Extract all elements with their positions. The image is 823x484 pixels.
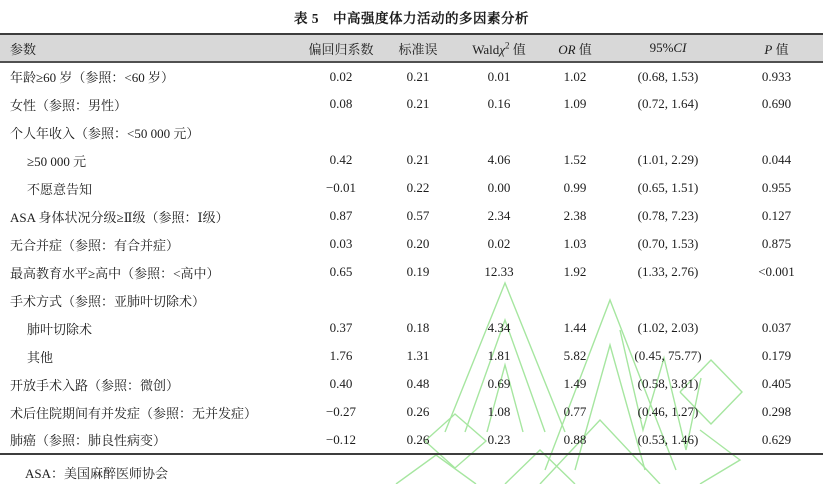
cell-or-value: [544, 286, 606, 314]
cell-coefficient: [300, 118, 382, 146]
cell-standard-error: 0.21: [406, 68, 430, 84]
cell-wald-chi2: [454, 118, 544, 146]
cell-coefficient: 0.08: [329, 96, 353, 111]
cell-ci: [606, 118, 730, 146]
cell-p-value: 0.955: [761, 180, 792, 195]
header-coefficient: 偏回归系数: [300, 34, 382, 62]
cell-or-value: 0.77: [563, 404, 587, 419]
row-parameter-label: 年龄≥60 岁（参照：<60 岁）: [10, 70, 174, 85]
cell-ci: (1.33, 2.76): [637, 264, 699, 279]
table-row: [0, 146, 823, 174]
table-title: 表 5 中高强度体力活动的多因素分析: [293, 11, 530, 26]
cell-wald-chi2: 2.34: [487, 208, 511, 223]
cell-standard-error: 0.18: [406, 320, 430, 335]
cell-coefficient: −0.01: [325, 180, 357, 195]
cell-ci: (0.78, 7.23): [637, 208, 699, 223]
cell-p-value: 0.298: [761, 404, 792, 419]
cell-wald-chi2: 0.02: [487, 236, 511, 251]
cell-standard-error: [382, 118, 454, 146]
cell-p-value: 0.690: [761, 96, 792, 111]
cell-ci: (1.01, 2.29): [637, 152, 699, 167]
row-parameter-label: 术后住院期间有并发症（参照：无并发症）: [10, 405, 258, 421]
cell-wald-chi2: 1.81: [487, 348, 511, 363]
row-parameter-label: 个人年收入（参照：<50 000 元）: [10, 125, 200, 141]
cell-standard-error: 0.22: [406, 180, 430, 195]
cell-ci: (1.02, 2.03): [637, 320, 699, 335]
cell-or-value: 1.52: [563, 152, 587, 167]
table-row: [0, 174, 823, 202]
table-header: [0, 34, 823, 62]
table-row: [0, 342, 823, 370]
cell-ci: (0.53, 1.46): [637, 431, 699, 447]
table-footnote: ASA：美国麻醉医师协会: [25, 466, 169, 481]
cell-standard-error: 1.31: [406, 348, 430, 363]
table-row: [0, 90, 823, 118]
table-row: [0, 258, 823, 286]
cell-p-value: 0.127: [761, 208, 792, 223]
cell-p-value: [730, 286, 823, 314]
cell-ci: (0.46, 1.27): [637, 404, 699, 419]
cell-p-value: 0.037: [761, 320, 792, 335]
cell-standard-error: 0.21: [406, 96, 430, 111]
cell-coefficient: 1.76: [329, 348, 353, 363]
header-wald-chi2: Waldχ$^2$ 值: [454, 34, 544, 62]
cell-standard-error: 0.20: [406, 236, 430, 251]
row-parameter-label: 开放手术入路（参照：微创）: [10, 377, 180, 393]
cell-ci: [606, 286, 730, 314]
cell-coefficient: −0.27: [325, 404, 357, 419]
row-parameter-label: 女性（参照：男性）: [10, 97, 128, 113]
cell-wald-chi2: 12.33: [484, 264, 514, 279]
cell-standard-error: [382, 286, 454, 314]
row-parameter-label: 无合并症（参照：有合并症）: [10, 237, 180, 253]
cell-ci: (0.45, 75.77): [634, 348, 702, 363]
cell-coefficient: 0.37: [329, 320, 353, 335]
cell-coefficient: 0.03: [329, 236, 353, 251]
cell-ci: (0.68, 1.53): [637, 68, 699, 84]
cell-or-value: 5.82: [563, 348, 587, 363]
cell-standard-error: 0.26: [406, 431, 430, 447]
cell-ci: (0.65, 1.51): [637, 180, 699, 195]
cell-wald-chi2: 1.08: [487, 404, 511, 419]
row-parameter-label: 肺叶切除术: [27, 321, 93, 337]
header-standard-error: 标准误: [382, 34, 454, 62]
table-row: [0, 370, 823, 398]
cell-wald-chi2: 0.23: [487, 431, 511, 447]
table-row: [0, 118, 823, 146]
cell-coefficient: 0.65: [329, 264, 353, 279]
multivariate-analysis-table: [0, 33, 823, 455]
cell-ci: (0.58, 3.81): [637, 376, 699, 391]
cell-standard-error: 0.19: [406, 264, 430, 279]
cell-coefficient: 0.02: [329, 68, 353, 84]
cell-ci: (0.72, 1.64): [637, 96, 699, 111]
cell-ci: (0.70, 1.53): [637, 236, 699, 251]
row-parameter-label: 肺癌（参照：肺良性病变）: [10, 433, 167, 448]
table-body: [0, 62, 823, 454]
cell-wald-chi2: 0.01: [487, 68, 511, 84]
cell-or-value: 1.44: [563, 320, 587, 335]
cell-or-value: 1.09: [563, 96, 587, 111]
header-row: [0, 34, 823, 62]
cell-or-value: 1.02: [563, 68, 587, 84]
cell-or-value: 1.03: [563, 236, 587, 251]
row-parameter-label: 最高教育水平≥高中（参照：<高中）: [10, 265, 220, 281]
cell-coefficient: 0.42: [329, 152, 353, 167]
row-parameter-label: 其他: [27, 349, 54, 365]
cell-coefficient: [300, 286, 382, 314]
cell-wald-chi2: 0.16: [487, 96, 511, 111]
row-parameter-label: 手术方式（参照：亚肺叶切除术）: [10, 293, 206, 309]
cell-or-value: 1.49: [563, 376, 587, 391]
cell-p-value: 0.875: [761, 236, 792, 251]
cell-coefficient: −0.12: [325, 431, 357, 447]
table-row: [0, 230, 823, 258]
cell-standard-error: 0.48: [406, 376, 430, 391]
row-parameter-label: ≥50 000 元: [27, 153, 87, 169]
header-p-value: P 值: [730, 34, 823, 62]
header-parameter: 参数: [0, 34, 300, 62]
cell-p-value: 0.629: [761, 431, 792, 447]
table-row: [0, 426, 823, 454]
cell-coefficient: 0.87: [329, 208, 353, 223]
cell-or-value: 1.92: [563, 264, 587, 279]
cell-standard-error: 0.21: [406, 152, 430, 167]
cell-or-value: 0.99: [563, 180, 587, 195]
row-parameter-label: 不愿意告知: [27, 181, 93, 197]
cell-or-value: 0.88: [563, 431, 587, 447]
cell-wald-chi2: 4.06: [487, 152, 511, 167]
cell-p-value: 0.405: [761, 376, 792, 391]
cell-coefficient: 0.40: [329, 376, 353, 391]
cell-standard-error: 0.57: [406, 208, 430, 223]
table-row: [0, 398, 823, 426]
cell-wald-chi2: 4.34: [487, 320, 511, 335]
cell-or-value: [544, 118, 606, 146]
cell-standard-error: 0.26: [406, 404, 430, 419]
table-row: [0, 62, 823, 90]
cell-p-value: [730, 118, 823, 146]
cell-p-value: <0.001: [758, 264, 795, 279]
cell-wald-chi2: [454, 286, 544, 314]
cell-p-value: 0.933: [761, 68, 792, 84]
cell-p-value: 0.044: [761, 152, 792, 167]
cell-or-value: 2.38: [563, 208, 587, 223]
header-or-value: OR 值: [544, 34, 606, 62]
cell-p-value: 0.179: [761, 348, 792, 363]
table-row: [0, 202, 823, 230]
table-row: [0, 286, 823, 314]
row-parameter-label: ASA 身体状况分级≥Ⅱ级（参照：Ⅰ级）: [10, 209, 229, 225]
cell-wald-chi2: 0.00: [487, 180, 511, 195]
cell-wald-chi2: 0.69: [487, 376, 511, 391]
table-row: [0, 314, 823, 342]
header-ci: 95%CI: [606, 34, 730, 62]
